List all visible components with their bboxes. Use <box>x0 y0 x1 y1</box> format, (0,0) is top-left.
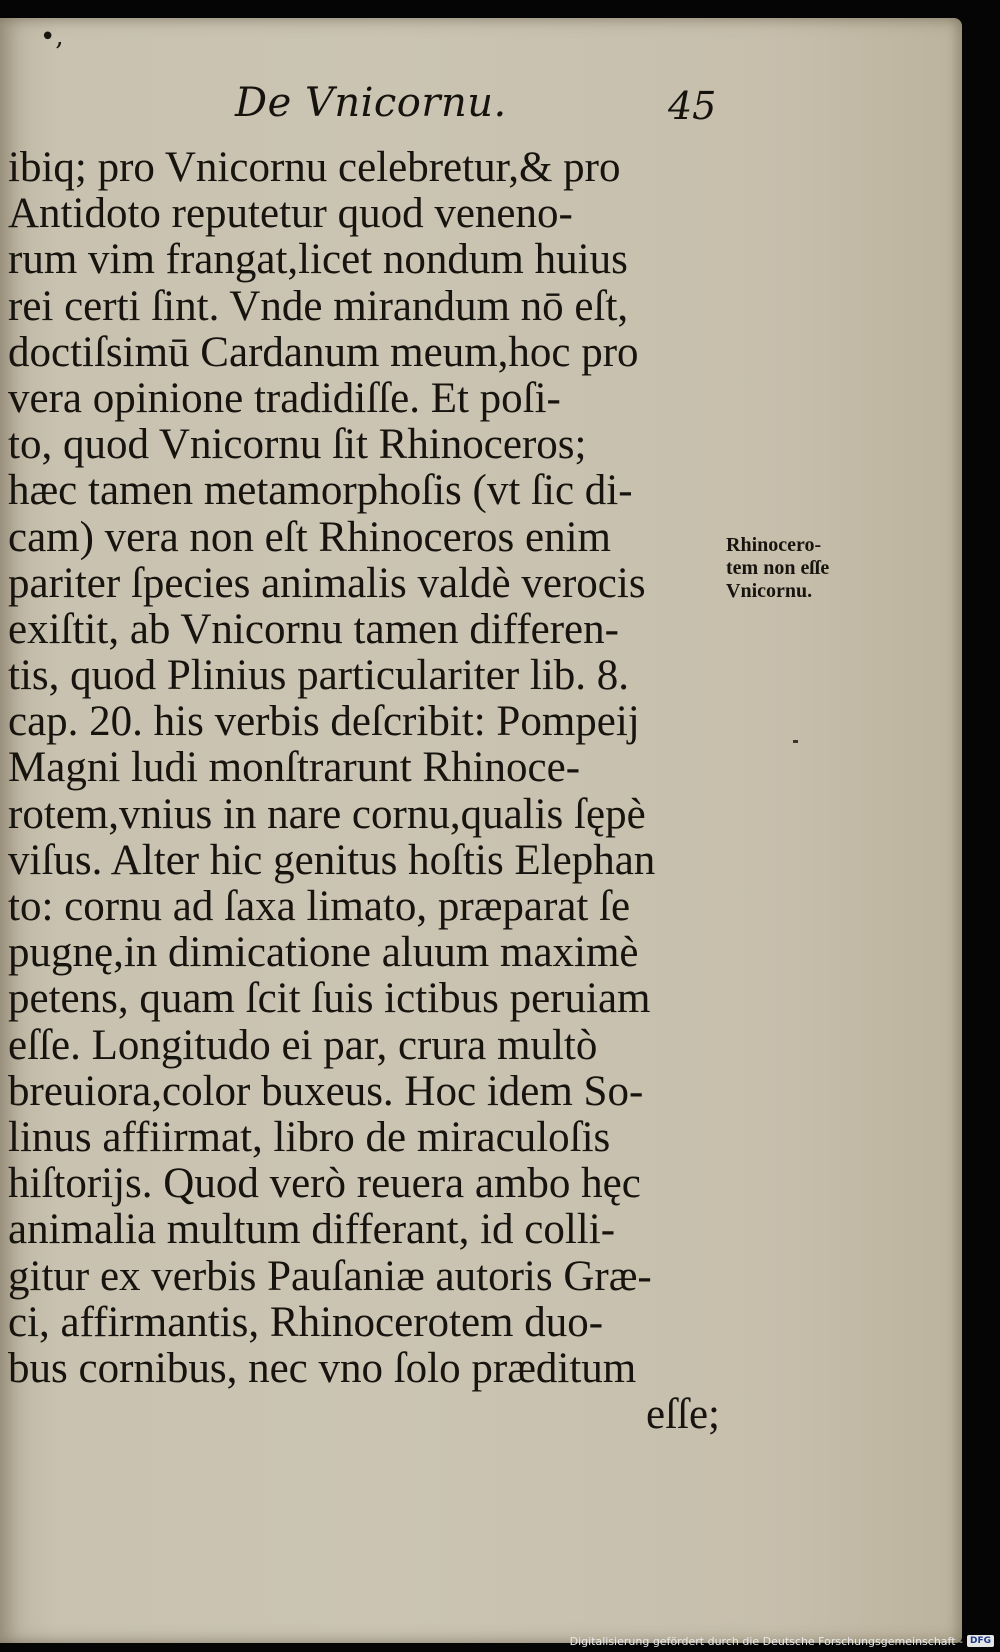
text-line: eſſe. Longitudo ei par, crura multò <box>8 1021 598 1069</box>
marginal-note-line: Rhinocero- <box>726 534 822 556</box>
text-line: bus cornibus, nec vno ſolo præditum <box>8 1344 637 1392</box>
marginal-note-line: tem non eſſe <box>726 557 830 579</box>
text-line: gitur ex verbis Pauſaniæ autoris Græ- <box>8 1252 652 1300</box>
book-page <box>0 18 962 1643</box>
text-line: hæc tamen metamorphoſis (vt ſic di- <box>8 467 633 515</box>
text-line: to, quod Vnicornu ſit Rhinoceros; <box>8 421 587 469</box>
text-line: animalia multum differant, id colli- <box>8 1206 616 1254</box>
page-number: 45 <box>668 84 717 128</box>
text-line: pariter ſpecies animalis valdè verocis <box>8 559 646 607</box>
text-line: breuiora,color buxeus. Hoc idem So- <box>8 1067 644 1115</box>
catchword: eſſe; <box>645 1391 720 1439</box>
text-line: pugnę,in dimicatione aluum maximè <box>8 929 639 977</box>
text-line: Magni ludi monſtrarunt Rhinoce- <box>8 744 581 792</box>
digitization-credit <box>570 1634 994 1648</box>
ink-speck <box>793 740 798 743</box>
dfg-logo: DFG <box>967 1635 994 1647</box>
text-line: hiſtorijs. Quod verò reuera ambo hęc <box>8 1160 641 1208</box>
text-line: linus affiirmat, libro de miraculoſis <box>8 1113 611 1161</box>
edge-marks: •, <box>40 22 64 52</box>
text-line: petens, quam ſcit ſuis ictibus peruiam <box>8 975 651 1023</box>
text-line: ci, affirmantis, Rhinocerotem duo- <box>8 1298 604 1346</box>
text-line: rotem,vnius in nare cornu,qualis ſępè <box>8 790 646 838</box>
credit-text: Digitalisierung gefördert durch die Deutsche Forschungsgemeinschaft - <box>569 1634 963 1648</box>
body-text <box>8 145 720 1438</box>
text-line: Antidoto reputetur quod veneno- <box>8 190 573 238</box>
text-line: rei certi ſint. Vnde mirandum nō eſt, <box>8 282 629 330</box>
text-line: tis, quod Plinius particulariter lib. 8. <box>8 652 630 700</box>
text-line: ibiq; pro Vnicornu celebretur,& pro <box>8 144 621 191</box>
marginal-note-line: Vnicornu. <box>726 580 813 602</box>
text-line: vera opinione tradidiſſe. Et poſi- <box>8 374 561 422</box>
text-line: rum vim frangat,licet nondum huius <box>8 236 628 284</box>
text-line: to: cornu ad ſaxa limato, præparat ſe <box>8 883 631 930</box>
running-head: De Vnicornu. <box>235 80 507 126</box>
marginal-note <box>726 534 866 603</box>
text-line: exiſtit, ab Vnicornu tamen differen- <box>8 605 619 653</box>
text-line: viſus. Alter hic genitus hoſtis Elephan <box>8 836 656 884</box>
text-line: cam) vera non eſt Rhinoceros enim <box>8 513 611 561</box>
text-line: doctiſsimū Cardanum meum,hoc pro <box>8 328 639 376</box>
text-line: cap. 20. his verbis deſcribit: Pompeij <box>8 698 640 746</box>
